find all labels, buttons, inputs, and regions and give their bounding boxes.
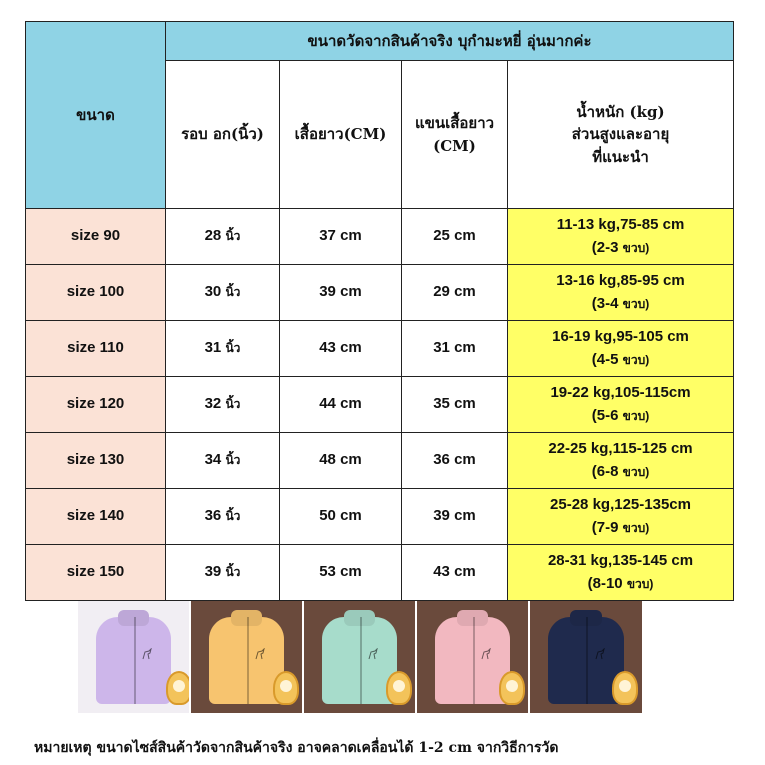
age-unit: ขวบ): [622, 520, 650, 535]
recommended-weight-height: 25-28 kg,125-135cm: [550, 496, 691, 513]
recommended-age: [508, 573, 733, 596]
chest-cell: [166, 321, 280, 377]
chest-unit: นิ้ว: [225, 565, 241, 580]
size-cell: [26, 433, 166, 489]
age-unit: ขวบ): [626, 576, 654, 591]
chest-unit: นิ้ว: [225, 453, 241, 468]
size-label: size 110: [67, 339, 124, 357]
recommended-cell: [508, 265, 734, 321]
jacket-photo-navy: [530, 601, 642, 713]
recommended-weight-height: 11-13 kg,75-85 cm: [556, 216, 685, 233]
sleeve-cell: 25 cm: [402, 209, 508, 265]
chest-value: 39: [204, 563, 222, 581]
chest-unit: นิ้ว: [225, 341, 241, 356]
toy-clock-icon: [386, 671, 412, 705]
toy-clock-icon: [273, 671, 299, 705]
header-sleeve-line2: (CM): [433, 136, 476, 155]
jacket-zipper: [586, 617, 588, 704]
age-range: (3-4: [591, 294, 619, 312]
size-label: size 130: [66, 451, 125, 469]
chest-cell: [166, 209, 280, 265]
toy-clock-icon: [166, 671, 189, 705]
length-cell: 48 cm: [280, 433, 402, 489]
chest-value: 36: [204, 507, 222, 525]
age-range: (7-9: [591, 518, 619, 536]
sleeve-cell: 29 cm: [402, 265, 508, 321]
table-row: [26, 433, 734, 489]
age-range: (5-6: [591, 406, 619, 424]
table-row: [26, 545, 734, 601]
header-recommended: [508, 61, 734, 209]
polo-logo-icon: [595, 648, 605, 660]
length-cell: 37 cm: [280, 209, 402, 265]
jacket-photo-mint: [304, 601, 415, 713]
sleeve-cell: 31 cm: [402, 321, 508, 377]
size-cell: [26, 489, 166, 545]
jacket-photo-orange: [191, 601, 302, 713]
header-rec-line3: ที่แนะนำ: [592, 147, 649, 166]
size-label: size 90: [70, 227, 121, 245]
sleeve-cell: 39 cm: [402, 489, 508, 545]
recommended-weight-height: 22-25 kg,115-125 cm: [548, 440, 693, 457]
toy-clock-icon: [499, 671, 525, 705]
chest-value: 28: [204, 227, 222, 245]
polo-logo-icon: [142, 648, 152, 660]
age-unit: ขวบ): [622, 464, 650, 479]
size-label: size 120: [66, 395, 125, 413]
chest-cell: [166, 545, 280, 601]
jacket-photo-pink: [417, 601, 528, 713]
table-row: [26, 377, 734, 433]
product-photo-strip: [78, 601, 648, 713]
age-unit: ขวบ): [622, 408, 650, 423]
recommended-cell: [508, 377, 734, 433]
jacket-zipper: [247, 617, 249, 704]
polo-logo-icon: [255, 648, 265, 660]
recommended-weight-height: 13-16 kg,85-95 cm: [556, 272, 685, 289]
recommended-cell: [508, 433, 734, 489]
table-title: ขนาดวัดจากสินค้าจริง บุกำมะหยี่ อุ่นมากค่ะ: [166, 22, 734, 61]
chest-cell: [166, 377, 280, 433]
jacket-zipper: [134, 617, 136, 704]
size-cell: [26, 377, 166, 433]
sleeve-cell: 43 cm: [402, 545, 508, 601]
chest-cell: [166, 489, 280, 545]
age-unit: ขวบ): [622, 240, 650, 255]
length-cell: 43 cm: [280, 321, 402, 377]
recommended-age: [508, 405, 733, 428]
recommended-weight-height: 19-22 kg,105-115cm: [550, 384, 691, 401]
polo-logo-icon: [368, 648, 378, 660]
age-range: (6-8: [591, 462, 619, 480]
chest-unit: นิ้ว: [225, 509, 241, 524]
table-row: [26, 209, 734, 265]
size-cell: [26, 545, 166, 601]
chest-cell: [166, 265, 280, 321]
sleeve-cell: 36 cm: [402, 433, 508, 489]
recommended-age: [508, 237, 733, 260]
jacket-photo-purple: [78, 601, 189, 713]
chest-value: 31: [204, 339, 222, 357]
size-cell: [26, 321, 166, 377]
age-range: (2-3: [591, 238, 619, 256]
header-rec-line1: น้ำหนัก (kg): [576, 102, 665, 121]
recommended-weight-height: 28-31 kg,135-145 cm: [547, 552, 694, 569]
table-row: [26, 265, 734, 321]
jacket-zipper: [360, 617, 362, 704]
footnote: หมายเหตุ ขนาดไซส์สินค้าวัดจากสินค้าจริง อาจคลาดเคลื่อนได้ 1-2 cm จากวิธีการวัด: [34, 740, 559, 756]
header-rec-line2: ส่วนสูงและอายุ: [571, 125, 670, 144]
age-unit: ขวบ): [622, 352, 650, 367]
header-sleeve: [402, 61, 508, 209]
chest-value: 30: [204, 283, 222, 301]
header-sleeve-line1: แขนเสื้อยาว: [414, 114, 495, 132]
table-row: [26, 489, 734, 545]
table-row: [26, 321, 734, 377]
age-range: (8-10: [587, 574, 623, 592]
size-label: size 140: [66, 507, 125, 525]
chest-unit: นิ้ว: [225, 229, 241, 244]
polo-logo-icon: [481, 648, 491, 660]
jacket-zipper: [473, 617, 475, 704]
size-label: size 150: [66, 563, 125, 581]
size-cell: [26, 209, 166, 265]
chest-cell: [166, 433, 280, 489]
header-size: ขนาด: [26, 22, 166, 209]
recommended-age: [508, 517, 733, 540]
recommended-cell: [508, 545, 734, 601]
sleeve-cell: 35 cm: [402, 377, 508, 433]
age-unit: ขวบ): [622, 296, 650, 311]
size-chart-table: [25, 21, 734, 601]
header-chest: รอบ อก(นิ้ว): [166, 61, 280, 209]
chest-value: 32: [204, 395, 222, 413]
recommended-cell: [508, 209, 734, 265]
recommended-cell: [508, 489, 734, 545]
chest-value: 34: [204, 451, 222, 469]
header-length: เสื้อยาว(CM): [280, 61, 402, 209]
recommended-age: [508, 293, 733, 316]
length-cell: 50 cm: [280, 489, 402, 545]
toy-clock-icon: [612, 671, 638, 705]
age-range: (4-5: [591, 350, 619, 368]
length-cell: 44 cm: [280, 377, 402, 433]
recommended-cell: [508, 321, 734, 377]
size-cell: [26, 265, 166, 321]
recommended-weight-height: 16-19 kg,95-105 cm: [552, 328, 689, 345]
chest-unit: นิ้ว: [225, 285, 241, 300]
length-cell: 39 cm: [280, 265, 402, 321]
size-label: size 100: [66, 283, 125, 301]
recommended-age: [508, 461, 733, 484]
length-cell: 53 cm: [280, 545, 402, 601]
recommended-age: [508, 349, 733, 372]
chest-unit: นิ้ว: [225, 397, 241, 412]
